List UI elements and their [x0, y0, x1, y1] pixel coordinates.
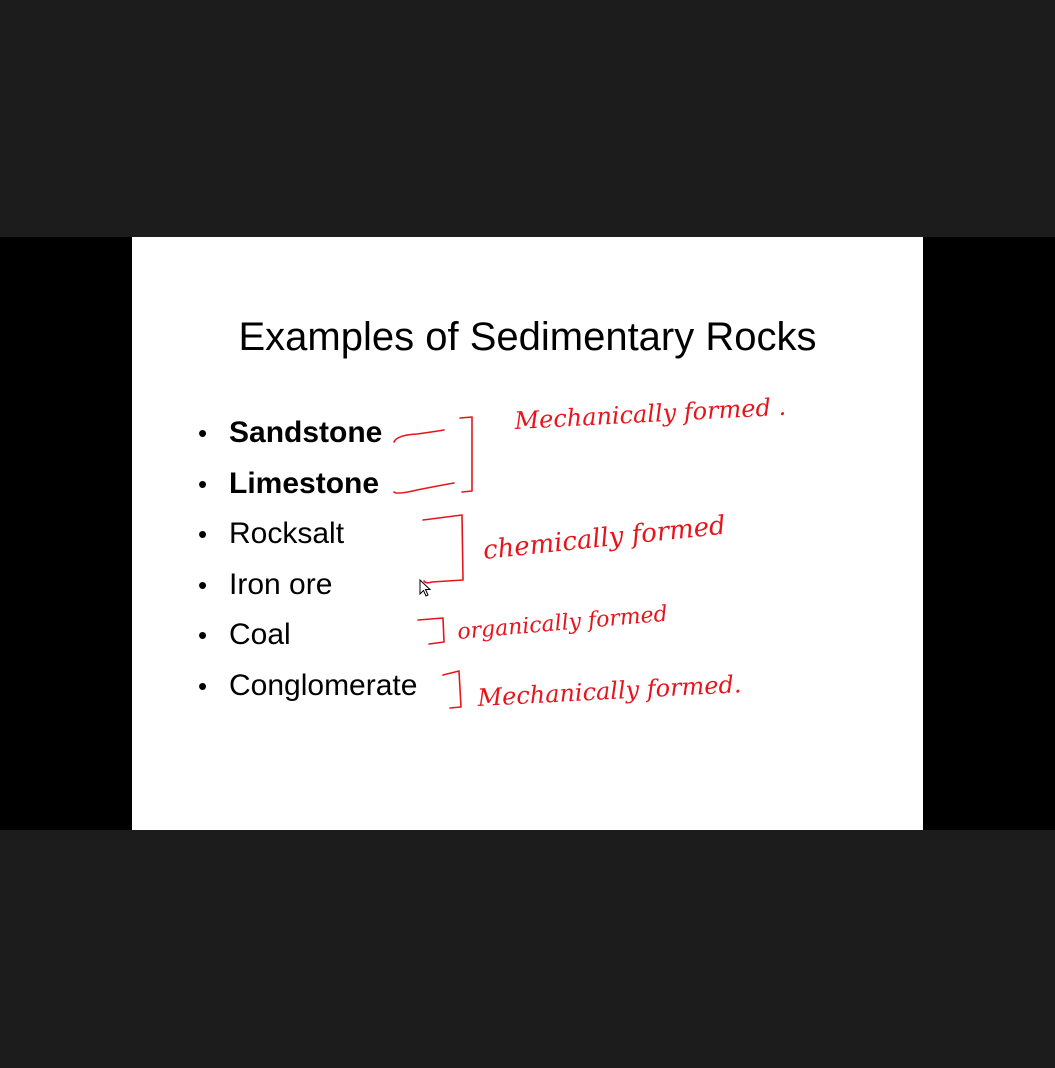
top-background-band	[0, 0, 1055, 237]
bullet-label: Iron ore	[229, 567, 333, 601]
ink-bracket-1	[460, 417, 472, 492]
ink-dash-limestone	[394, 483, 454, 493]
slide-title: Examples of Sedimentary Rocks	[238, 315, 817, 359]
ink-bracket-3	[418, 618, 444, 644]
bullet-dot: •	[198, 468, 208, 499]
bullet-label: Conglomerate	[229, 668, 418, 702]
bullet-dot: •	[198, 418, 208, 448]
bullet-dot: •	[198, 569, 208, 600]
bullet-label: Rocksalt	[229, 517, 345, 551]
ink-bracket-4	[443, 671, 461, 708]
ink-dash-sandstone	[394, 430, 444, 442]
bullet-label: Sandstone	[229, 416, 383, 449]
bullet-dot: •	[198, 620, 208, 651]
bullet-label: Coal	[229, 618, 291, 652]
ink-note-4: Mechanically formed.	[476, 670, 743, 712]
presentation-slide	[132, 237, 923, 830]
ink-bracket-2	[423, 515, 463, 583]
ink-note-1: Mechanically formed .	[513, 392, 787, 435]
ink-note-2: chemically formed	[481, 510, 728, 566]
bullet-dot: •	[198, 519, 208, 550]
bottom-background-band	[0, 830, 1055, 1068]
bullet-dot: •	[198, 670, 208, 701]
mouse-pointer-icon	[419, 579, 431, 598]
bullet-label: Limestone	[229, 466, 380, 500]
ink-note-3: organically formed	[456, 601, 669, 645]
